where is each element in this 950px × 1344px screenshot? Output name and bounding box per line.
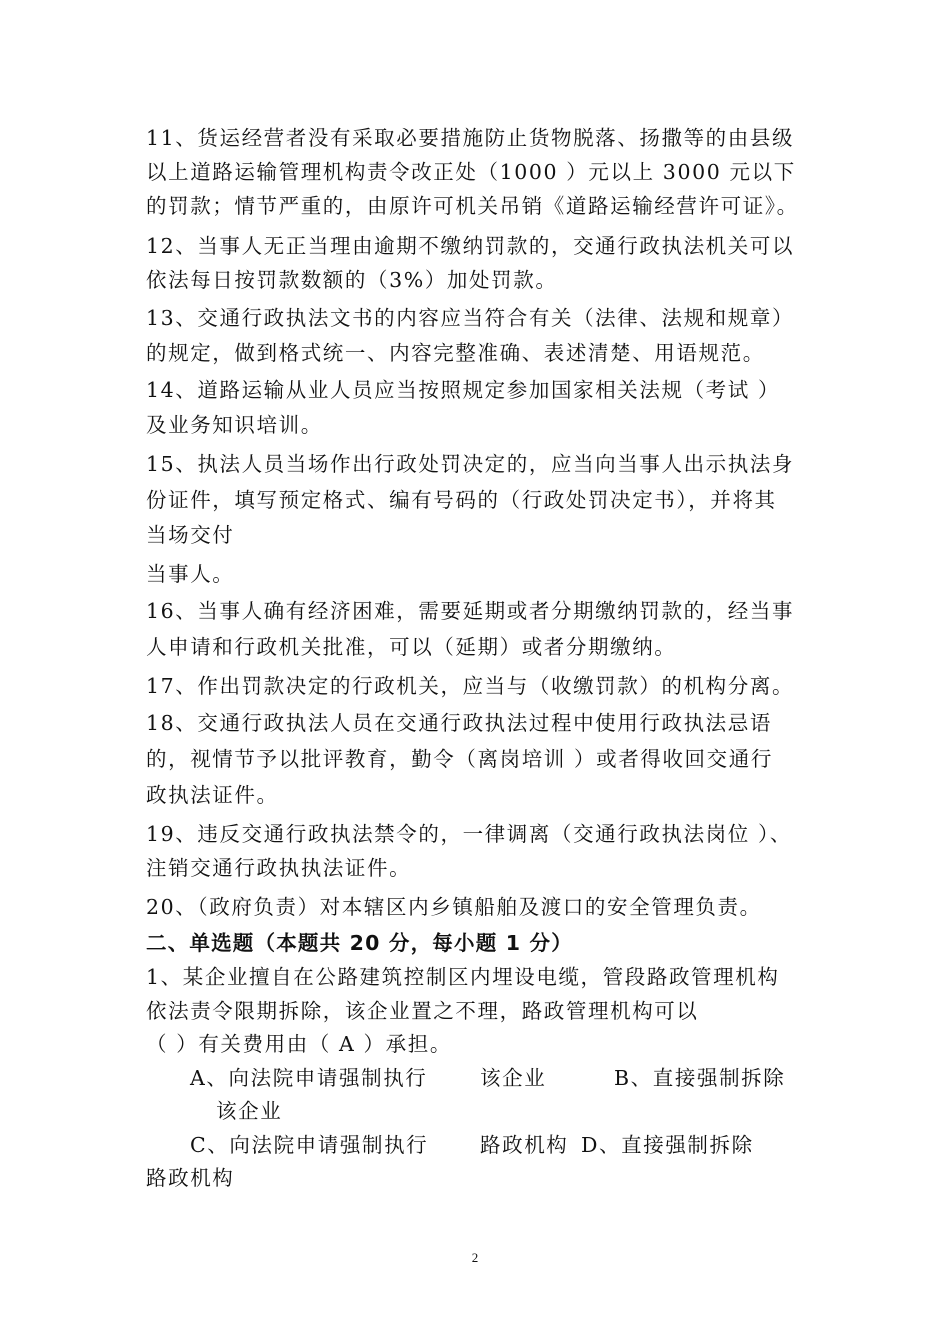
text-line: 17、作出罚款决定的行政机关，应当与（收缴罚款）的机构分离。 bbox=[146, 674, 795, 698]
text-line: 人申请和行政机关批准，可以（延期）或者分期缴纳。 bbox=[146, 635, 677, 659]
option-b-party: 该企业 bbox=[216, 1099, 283, 1123]
page-number: 2 bbox=[471, 1250, 479, 1265]
text-line: 18、交通行政执法人员在交通行政执法过程中使用行政执法忌语 bbox=[146, 711, 772, 735]
text-line: 20、（政府负责）对本辖区内乡镇船舶及渡口的安全管理负责。 bbox=[146, 895, 762, 919]
section-heading: 二、单选题（本题共 20 分，每小题 1 分） bbox=[146, 931, 573, 955]
option-c-party: 路政机构 bbox=[480, 1133, 569, 1157]
text-line: 13、交通行政执法文书的内容应当符合有关（法律、法规和规章） bbox=[146, 306, 795, 330]
text-line: 份证件，填写预定格式、编有号码的（行政处罚决定书），并将其 bbox=[146, 488, 777, 512]
option-c-label: C、向法院申请强制执行 bbox=[190, 1133, 429, 1157]
question-line: 依法责令限期拆除，该企业置之不理，路政管理机构可以 bbox=[146, 999, 699, 1023]
option-d-party: 路政机构 bbox=[146, 1166, 235, 1190]
option-d-label: D、直接强制拆除 bbox=[581, 1133, 754, 1157]
text-line: 16、当事人确有经济困难，需要延期或者分期缴纳罚款的，经当事 bbox=[146, 599, 795, 623]
text-line: 14、道路运输从业人员应当按照规定参加国家相关法规（考试 ） bbox=[146, 378, 781, 402]
text-line: 的，视情节予以批评教育，勤令（离岗培训 ）或者得收回交通行 bbox=[146, 747, 773, 771]
text-line: 当场交付 bbox=[146, 523, 235, 547]
text-line: 11、货运经营者没有采取必要措施防止货物脱落、扬撒等的由县级 bbox=[146, 126, 795, 150]
text-line: 19、违反交通行政执法禁令的，一律调离（交通行政执法岗位 ）、 bbox=[146, 822, 792, 846]
text-line: 12、当事人无正当理由逾期不缴纳罚款的，交通行政执法机关可以 bbox=[146, 234, 795, 258]
option-a-label: A、向法院申请强制执行 bbox=[190, 1066, 428, 1090]
text-line: 当事人。 bbox=[146, 562, 235, 586]
option-b-label: B、直接强制拆除 bbox=[614, 1066, 786, 1090]
text-line: 政执法证件。 bbox=[146, 783, 279, 807]
question-line: 1、某企业擅自在公路建筑控制区内埋设电缆，管段路政管理机构 bbox=[146, 965, 780, 989]
text-line: 以上道路运输管理机构责令改正处（1000 ）元以上 3000 元以下 bbox=[146, 160, 796, 184]
text-line: 及业务知识培训。 bbox=[146, 413, 323, 437]
text-line: 注销交通行政执执法证件。 bbox=[146, 856, 412, 880]
text-line: 的规定，做到格式统一、内容完整准确、表述清楚、用语规范。 bbox=[146, 341, 765, 365]
text-line: 15、执法人员当场作出行政处罚决定的，应当向当事人出示执法身 bbox=[146, 452, 795, 476]
question-line: （ ）有关费用由（ A ）承担。 bbox=[146, 1032, 452, 1056]
text-line: 依法每日按罚款数额的（3%）加处罚款。 bbox=[146, 268, 558, 292]
text-line: 的罚款；情节严重的，由原许可机关吊销《道路运输经营许可证》。 bbox=[146, 194, 799, 218]
option-a-party: 该企业 bbox=[480, 1066, 547, 1090]
